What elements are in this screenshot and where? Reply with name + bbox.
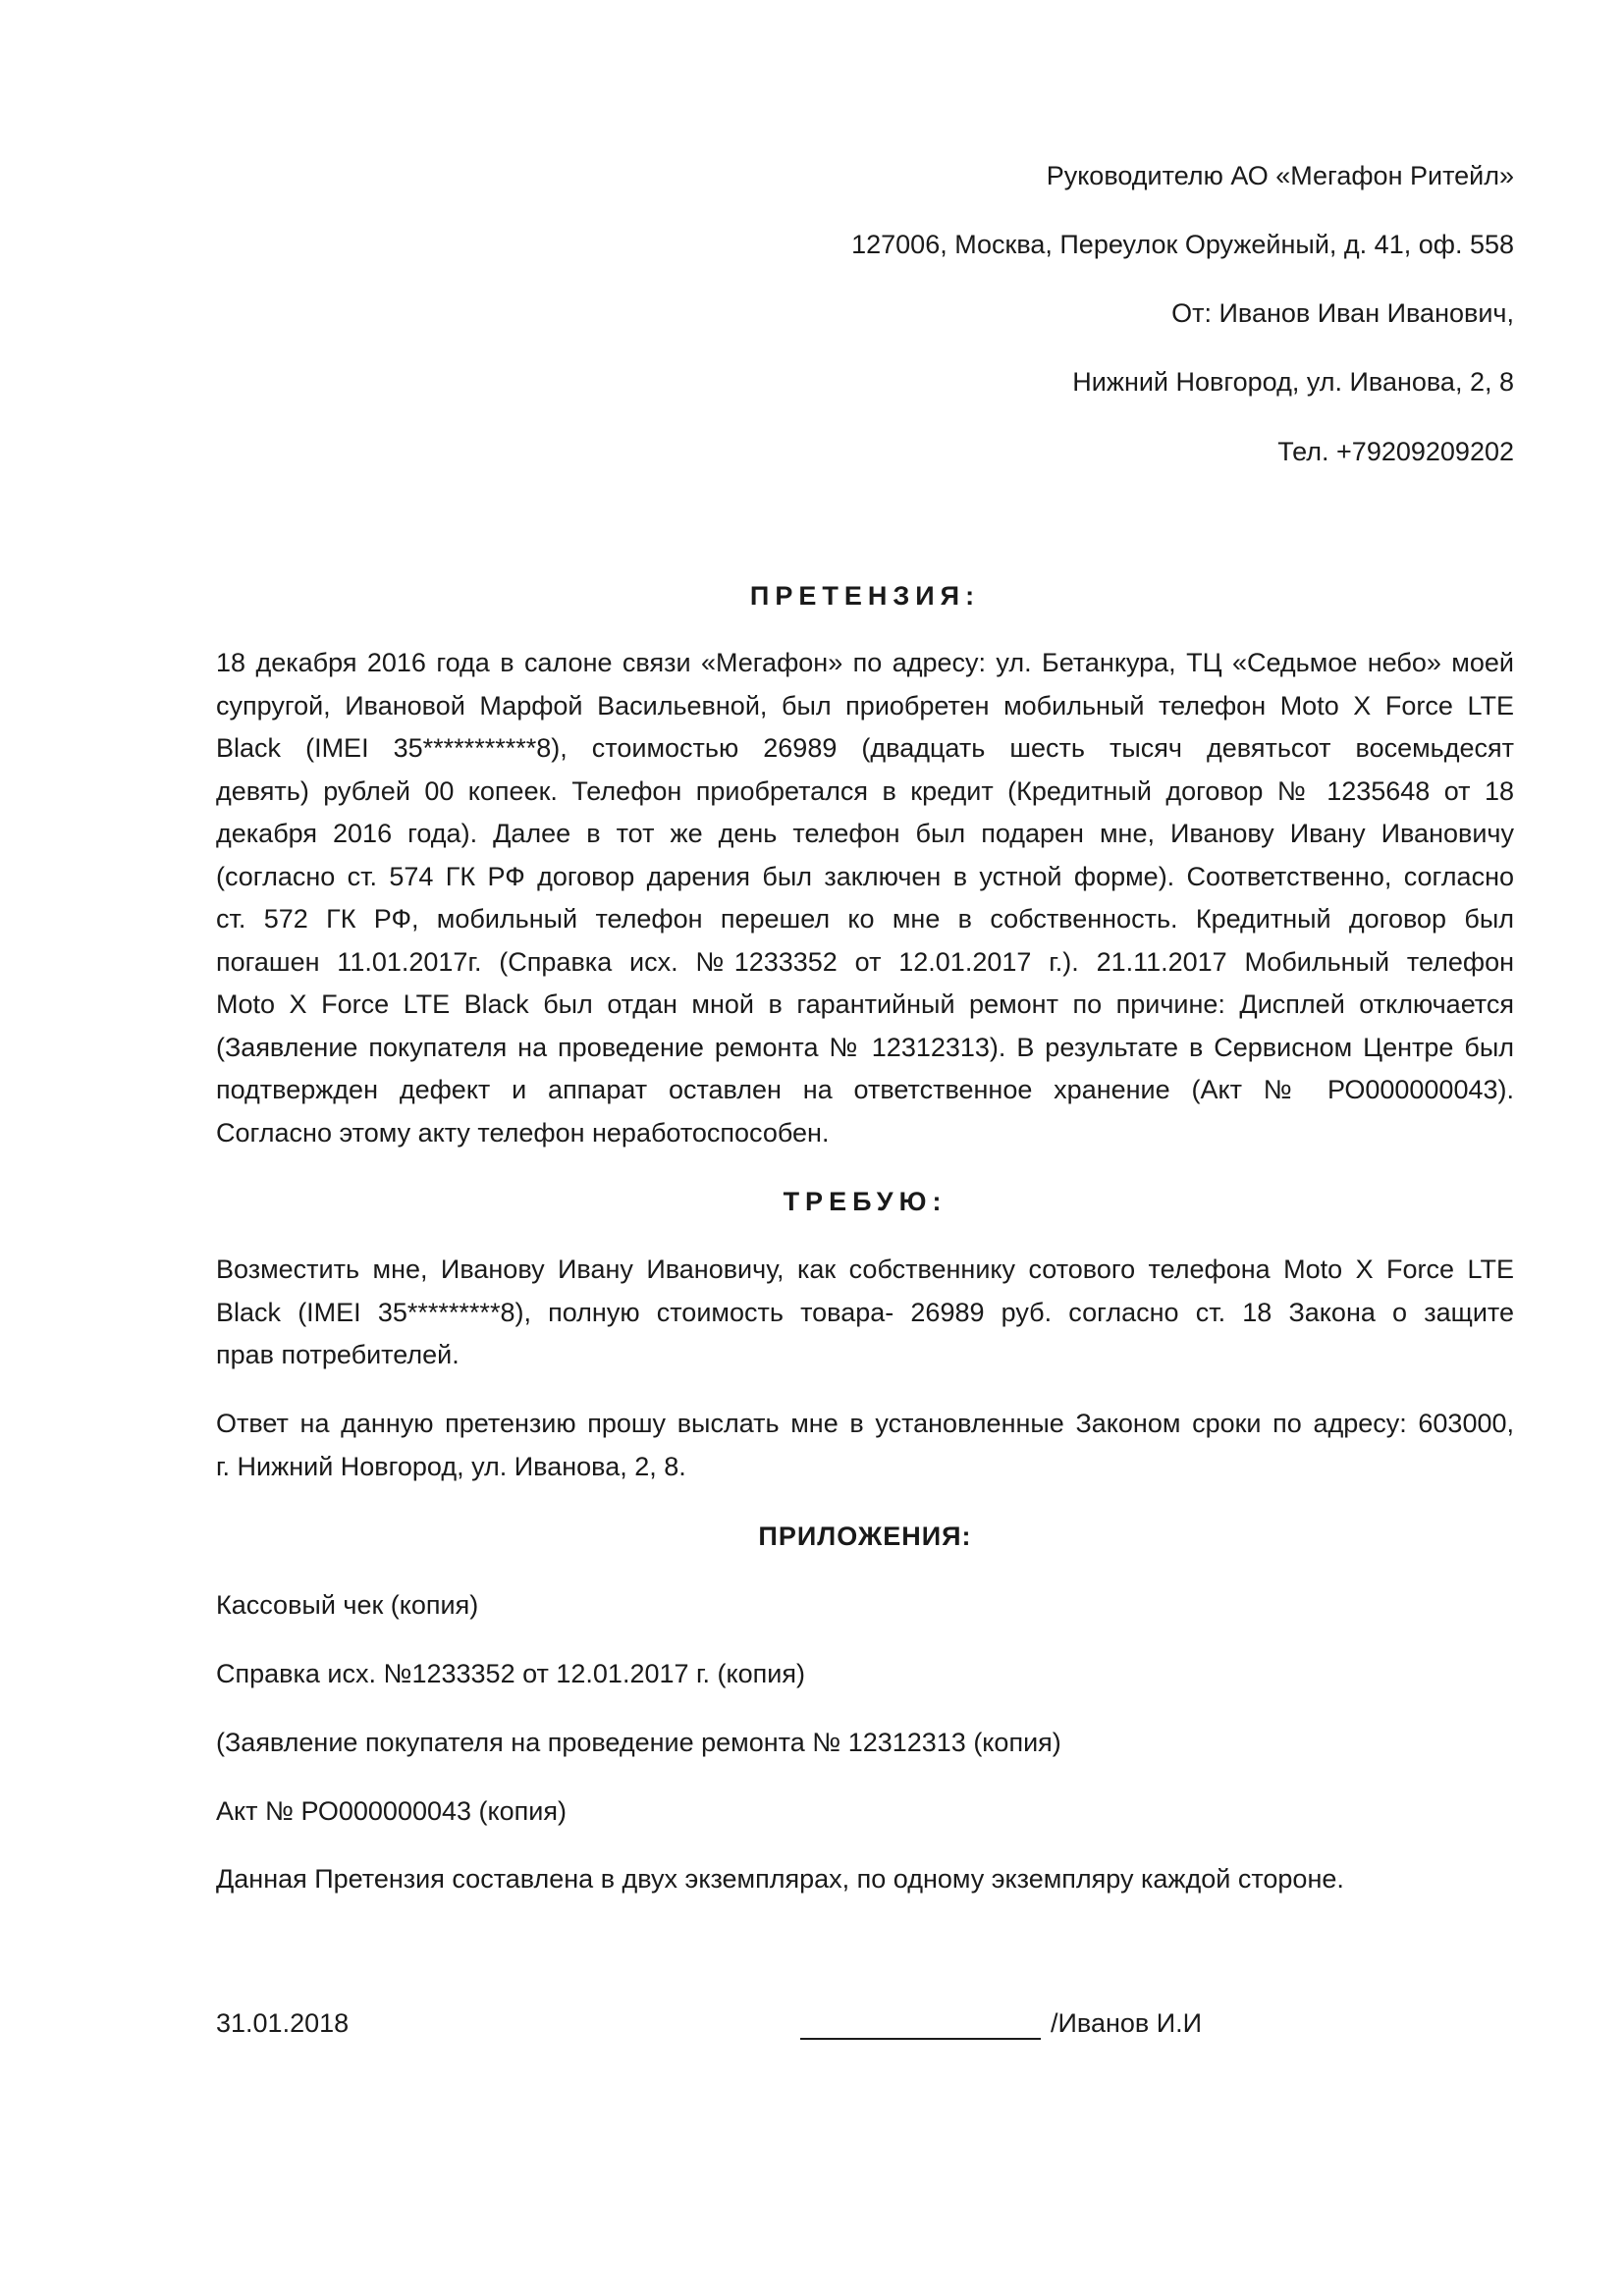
claim-line: Moto X Force LTE Black был отдан мной в гарантийный ремонт по причине: Дисплей отключается: [216, 989, 1514, 1019]
answer-line: г. Нижний Новгород, ул. Иванова, 2, 8.: [216, 1451, 686, 1481]
recipient: Руководителю АО «Мегафон Ритейл»: [1046, 161, 1514, 190]
claim-line: Согласно этому акту телефон неработоспособен.: [216, 1117, 830, 1148]
demand-paragraph: [216, 1249, 1514, 1377]
signature-block: [800, 2006, 1202, 2040]
claim-line: декабря 2016 года). Далее в тот же день телефон был подарен мне, Иванову Ивану Ивановичу: [216, 819, 1514, 848]
claim-line: подтвержден дефект и аппарат оставлен на ответственное хранение (Акт № РО000000043).: [216, 1075, 1514, 1104]
answer-paragraph: [216, 1403, 1514, 1488]
attachment-item: Кассовый чек (копия): [216, 1590, 479, 1620]
document-date: 31.01.2018: [216, 2008, 350, 2038]
claim-line: девять) рублей 00 копеек. Телефон приобретался в кредит (Кредитный договор № 1235648 от 18: [216, 775, 1514, 806]
attachments-title: ПРИЛОЖЕНИЯ:: [758, 1522, 972, 1551]
claim-line: супругой, Ивановой Марфой Васильевной, был приобретен мобильный телефон Moto X Force LTE: [216, 690, 1514, 721]
claim-line: ст. 572 ГК РФ, мобильный телефон перешел ко мне в собственность. Кредитный договор был: [216, 904, 1514, 934]
demand-line: Black (IMEI 35*********8), полную стоимость товара- 26989 руб. согласно ст. 18 Закона о защите: [216, 1297, 1514, 1327]
claim-line: Black (IMEI 35***********8), стоимостью 26989 (двадцать шесть тысяч девятьсот восемьдесят: [216, 733, 1514, 763]
sender-phone: Тел. +79209209202: [1277, 437, 1514, 466]
attachment-item: Справка исх. №1233352 от 12.01.2017 г. (копия): [216, 1659, 805, 1688]
claim-line: (согласно ст. 574 ГК РФ договор дарения был заключен в устной форме). Соответственно, согласно: [216, 861, 1514, 891]
answer-line: Ответ на данную претензию прошу выслать мне в установленные Законом сроки по адресу: 603000,: [216, 1409, 1514, 1438]
sender-address: Нижний Новгород, ул. Иванова, 2, 8: [1072, 367, 1514, 397]
claim-line: (Заявление покупателя на проведение ремонта № 12312313). В результате в Сервисном Центре был: [216, 1032, 1514, 1062]
signature-line: [800, 2010, 1041, 2040]
attachment-item: Акт № РО000000043 (копия): [216, 1796, 567, 1826]
recipient-address: 127006, Москва, Переулок Оружейный, д. 41, оф. 558: [851, 230, 1514, 259]
closing-statement: Данная Претензия составлена в двух экземплярах, по одному экземпляру каждой стороне.: [216, 1864, 1344, 1894]
sender: От: Иванов Иван Иванович,: [1171, 298, 1514, 328]
demand-line: прав потребителей.: [216, 1340, 460, 1369]
claim-paragraph: [216, 642, 1514, 1154]
document-title: ПРЕТЕНЗИЯ:: [749, 581, 981, 611]
demand-title: ТРЕБУЮ:: [783, 1187, 947, 1216]
claim-line: погашен 11.01.2017г. (Справка исх. №1233352 от 12.01.2017 г.). 21.11.2017 Мобильный телефон: [216, 946, 1514, 977]
signature-name: /Иванов И.И: [1051, 2008, 1203, 2038]
demand-line: Возместить мне, Иванову Ивану Ивановичу, как собственнику сотового телефона Moto X Force LTE: [216, 1255, 1514, 1284]
attachment-item: (Заявление покупателя на проведение ремонта № 12312313 (копия): [216, 1728, 1061, 1757]
claim-line: 18 декабря 2016 года в салоне связи «Мегафон» по адресу: ул. Бетанкура, ТЦ «Седьмое небо» моей: [216, 648, 1514, 677]
